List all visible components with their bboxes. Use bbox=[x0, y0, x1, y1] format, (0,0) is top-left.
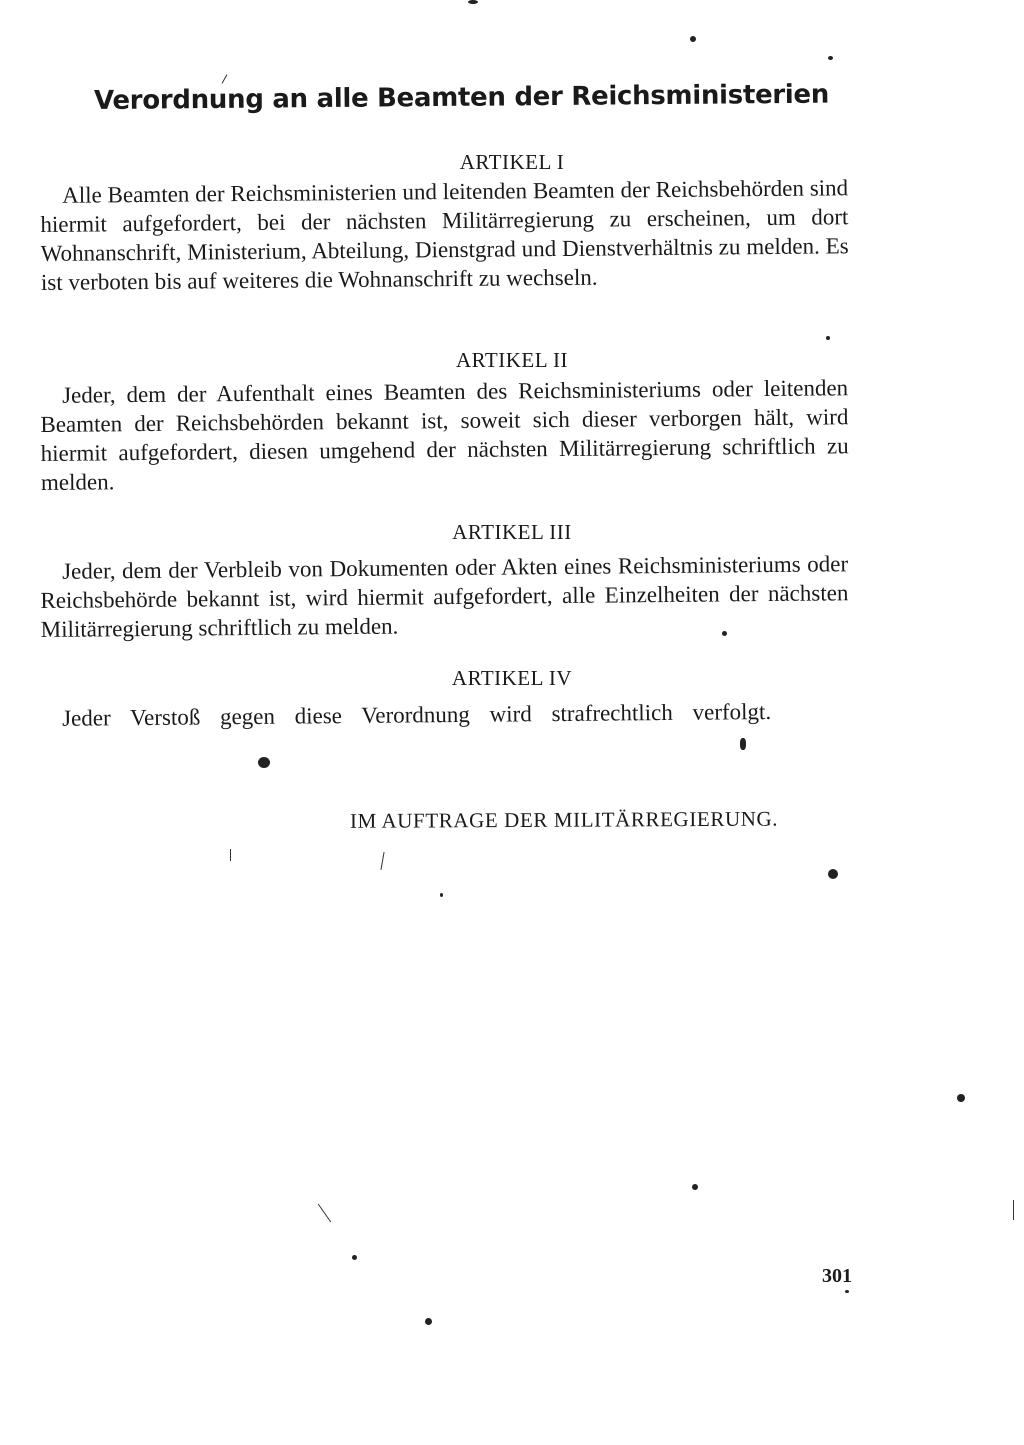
print-speck bbox=[690, 36, 696, 42]
print-speck bbox=[826, 336, 830, 340]
article-1-body: Alle Beamten der Reichsministerien und leitenden Beamten der Reichsbehörden sind hiermit aufgefordert, bei der nächsten Militärregierung zu erscheinen, um dort Wohnanschrift, Ministerium, Abteilung, Dienstgrad und Dienstverhältnis zu melden. Es ist verboten bis auf weiteres die Wohnanschrift zu wechseln. bbox=[40, 175, 849, 295]
article-3-body: Jeder, dem der Verbleib von Dokumenten oder Akten eines Reichsministeriums oder Reichsbehörde bekannt ist, wird hiermit aufgefordert, alle Einzelheiten der nächsten Militärregierung schriftlich zu melden. bbox=[40, 551, 849, 642]
article-2-text bbox=[40, 373, 849, 497]
article-4-heading: ARTIKEL IV bbox=[451, 666, 573, 690]
article-3-heading: ARTIKEL III bbox=[452, 520, 572, 544]
print-speck bbox=[828, 56, 833, 60]
print-scratch bbox=[230, 849, 231, 861]
print-scratch bbox=[222, 74, 228, 83]
print-scratch bbox=[1013, 1200, 1014, 1220]
print-scratch bbox=[318, 1204, 331, 1223]
print-speck bbox=[468, 0, 478, 4]
print-speck bbox=[722, 631, 727, 636]
print-scratch bbox=[380, 852, 384, 870]
print-speck bbox=[258, 757, 270, 768]
article-4-body: Jeder Verstoß gegen diese Verordnung wird strafrechtlich verfolgt. bbox=[62, 698, 772, 731]
article-2-heading: ARTIKEL II bbox=[455, 348, 568, 372]
print-speck bbox=[440, 893, 443, 897]
article-2-body: Jeder, dem der Aufenthalt eines Beamten des Reichsministeriums oder leitenden Beamten der Reichsbehörden bekannt ist, soweit sich dieser verborgen hält, wird hiermit aufgefordert, diesen umgehend der nächsten Militärregierung schriftlich zu melden. bbox=[40, 375, 849, 495]
print-speck bbox=[957, 1094, 965, 1102]
print-speck bbox=[692, 1184, 698, 1190]
page-number: 301 bbox=[822, 1265, 852, 1287]
article-4-text bbox=[40, 696, 840, 733]
article-1-heading: ARTIKEL I bbox=[459, 150, 565, 174]
print-speck bbox=[845, 1290, 849, 1293]
article-3-text bbox=[40, 549, 849, 644]
signature-line: IM AUFTRAGE DER MILITÄRREGIERUNG. bbox=[349, 806, 779, 833]
print-speck bbox=[352, 1255, 357, 1260]
article-1-text bbox=[40, 173, 849, 297]
print-speck bbox=[740, 738, 746, 750]
print-speck bbox=[828, 869, 838, 879]
print-speck bbox=[425, 1318, 432, 1325]
document-title: Verordnung an alle Beamten der Reichsministerien bbox=[93, 79, 830, 116]
